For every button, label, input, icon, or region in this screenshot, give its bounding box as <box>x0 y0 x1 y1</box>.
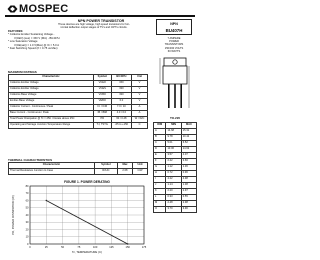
package-label: TO-220 <box>169 116 181 120</box>
description <box>40 23 148 29</box>
x-tick-label: 150 <box>125 246 130 249</box>
dimension-cell: L <box>154 195 166 201</box>
dimension-cell: F <box>154 159 166 165</box>
thermal-cell: C/W <box>132 169 147 175</box>
feature-line: V(CE(sat)) = 1.0 V(Max) @ IC = 5.0 A <box>14 43 59 47</box>
dimension-cell: 14.68 <box>166 129 181 135</box>
to220-package-drawing <box>158 56 192 114</box>
chart-title: FIGURE 1. POWER DERATING <box>64 180 110 184</box>
part-name: BU407H <box>165 27 183 33</box>
dimension-cell: D <box>154 147 166 153</box>
max-rating-cell: Emitter-Base Voltage <box>9 99 94 105</box>
dimension-cell: 0.33 <box>166 195 181 201</box>
thermal-cell: RthJC <box>94 169 117 175</box>
dimension-cell: B <box>154 135 166 141</box>
dimension-cell: J <box>154 183 166 189</box>
max-rating-cell: VCBO <box>93 93 111 99</box>
dimension-cell: 3.66 <box>181 159 196 165</box>
y-tick-label: 80 <box>25 184 29 188</box>
max-rating-cell: 330 <box>111 93 131 99</box>
description-line: These devices are high voltage, high speed transistors for hor- <box>58 23 130 26</box>
dimension-cell: 6.52 <box>181 141 196 147</box>
dimensions-table <box>153 122 197 252</box>
thermal-header-cell: Characteristic <box>9 163 95 169</box>
dimension-cell: M <box>154 201 166 207</box>
max-rating-cell: Base Current - Continuous / Peak <box>9 111 94 117</box>
max-rating-cell: W / W/C <box>132 117 148 123</box>
thermal-table <box>8 162 148 175</box>
max-rating-cell: Collector-Base Voltage <box>9 93 94 99</box>
dimension-cell: 9.78 <box>166 135 181 141</box>
dimension-cell: 1.36 <box>181 165 196 171</box>
derating-point <box>46 200 47 201</box>
thermal-heading: THERMAL CHARACTERISTICS <box>8 158 53 162</box>
max-rating-cell: Operating and Storage Junction Temperature Range <box>9 123 94 129</box>
dimension-cell: 2.42 <box>166 159 181 165</box>
max-rating-cell: Collector-Emitter Voltage <box>9 81 94 87</box>
feature-line: * Low Saturation Voltage <box>8 40 38 44</box>
max-rating-cell: VEBO <box>93 99 111 105</box>
part-type: NPN <box>170 22 178 26</box>
dimension-cell: A <box>154 129 166 135</box>
dimension-cell: O <box>154 207 166 213</box>
features-heading: FEATURES: <box>8 30 24 33</box>
max-rating-cell: 330 <box>111 87 131 93</box>
feature-line: * Fast Switching Speed (tf = 0.75 us Max) <box>8 47 58 51</box>
power-derating-chart <box>8 178 150 258</box>
y-tick-label: 50 <box>25 206 29 210</box>
max-rating-row <box>9 123 148 129</box>
max-rating-cell: A <box>132 111 148 117</box>
dimension-cell: 13.06 <box>166 147 181 153</box>
brand-name: MOSPEC <box>19 3 69 15</box>
dimension-cell: 1.14 <box>166 183 181 189</box>
part-desc-line: POWER <box>169 40 179 44</box>
max-rating-cell: V <box>132 81 148 87</box>
max-rating-cell: IC / ICM <box>93 105 111 111</box>
thermal-header-cell: Symbol <box>94 163 117 169</box>
part-desc-line: 7 AMPERE <box>167 37 181 40</box>
dimension-cell: 2.48 <box>166 201 181 207</box>
dimension-cell: 14.62 <box>181 147 196 153</box>
y-tick-label: 70 <box>25 192 29 196</box>
part-desc-line: 150/330 VOLTS <box>164 46 184 50</box>
x-tick-label: 75 <box>77 246 81 249</box>
max-rating-header-cell: Symbol <box>93 75 111 81</box>
dimension-cell: I <box>154 177 166 183</box>
max-rating-cell: Total Power Dissipation @ Tc = 25C / Derate above 25C <box>9 117 94 123</box>
x-axis-label: Tc, TEMPERATURE (C) <box>72 250 102 254</box>
dimension-cell: 1.38 <box>181 183 196 189</box>
max-rating-header-cell: Characteristic <box>9 75 94 81</box>
max-rating-cell: 60 / 0.48 <box>111 117 131 123</box>
max-rating-cell: 4.0 / 6.0 <box>111 111 131 117</box>
header-rule <box>5 15 195 17</box>
max-rating-header-cell: BU407H <box>111 75 131 81</box>
max-rating-cell: 7.0 / 10 <box>111 105 131 111</box>
max-rating-cell: VCEO <box>93 81 111 87</box>
max-rating-cell: V <box>132 99 148 105</box>
dimension-cell: 5.01 <box>166 141 181 147</box>
max-rating-header-cell: Unit <box>132 75 148 81</box>
dimension-cell: 10.42 <box>181 135 196 141</box>
part-number-box <box>156 19 192 35</box>
max-rating-cell: Collector Current - Continuous / Peak <box>9 105 94 111</box>
dimension-cell: 2.97 <box>181 189 196 195</box>
dimension-cell: 2.98 <box>181 201 196 207</box>
dimension-cell: 3.70 <box>166 207 181 213</box>
dimension-cell: E <box>154 153 166 159</box>
thermal-header-cell: Max <box>117 163 132 169</box>
dimension-cell: 4.07 <box>181 153 196 159</box>
y-tick-label: 40 <box>25 213 29 217</box>
dimension-cell: 0.55 <box>181 195 196 201</box>
max-rating-cell: 150 <box>111 81 131 87</box>
thermal-header-cell: Unit <box>132 163 147 169</box>
part-desc-line: TRANSISTORS <box>164 43 184 47</box>
maximum-ratings-table <box>8 74 148 129</box>
max-rating-cell: Collector-Emitter Voltage <box>9 87 94 93</box>
max-rating-cell: 6.0 <box>111 99 131 105</box>
features-block <box>8 30 143 50</box>
y-tick-label: 20 <box>25 228 29 232</box>
dimension-cell: C <box>154 141 166 147</box>
dimension-cell: K <box>154 189 166 195</box>
thermal-cell: 2.08 <box>117 169 132 175</box>
max-rating-cell: IB / IBM <box>93 111 111 117</box>
dimension-cell: 1.12 <box>166 165 181 171</box>
max-rating-cell: C <box>132 123 148 129</box>
x-tick-label: 100 <box>92 246 98 249</box>
x-tick-label: 0 <box>29 246 31 249</box>
y-tick-label: 0 <box>27 242 29 246</box>
max-rating-cell: PD <box>93 117 111 123</box>
y-tick-label: 10 <box>25 235 29 239</box>
y-axis-label: PD, POWER DISSIPATION (W) <box>11 195 15 235</box>
dimension-header-cell: MAX <box>181 123 196 129</box>
max-rating-cell: A <box>132 105 148 111</box>
page-title: NPN POWER TRANSISTOR <box>77 19 125 23</box>
dimension-cell: 15.31 <box>181 129 196 135</box>
max-rating-cell: V <box>132 93 148 99</box>
max-rating-cell: TJ, TSTG <box>93 123 111 129</box>
dimension-cell: 0.96 <box>181 171 196 177</box>
dimension-cell: 4.98 <box>181 177 196 183</box>
thermal-cell: Thermal Resistance Junction to Case <box>9 169 95 175</box>
dimension-row <box>154 207 197 213</box>
dimension-cell: 3.57 <box>166 153 181 159</box>
y-tick-label: 60 <box>25 199 29 203</box>
dimension-header-cell: MIN <box>166 123 181 129</box>
x-tick-label: 125 <box>109 246 114 249</box>
x-tick-label: 175 <box>141 246 147 249</box>
max-rating-cell: VCES <box>93 87 111 93</box>
feature-line: * Collector-Emitter Sustaining Voltage - <box>8 33 55 37</box>
x-tick-label: 50 <box>61 246 65 249</box>
description-line: izontal deflection output stages of TV's and CRT's circuits. <box>60 26 128 30</box>
part-description <box>152 37 196 53</box>
maximum-ratings-heading: MAXIMUM RATINGS <box>8 70 37 74</box>
dimension-cell: 2.20 <box>166 189 181 195</box>
y-tick-label: 30 <box>25 221 29 225</box>
derating-point <box>127 243 128 244</box>
dimension-cell: 0.72 <box>166 171 181 177</box>
dimension-cell: 3.90 <box>181 207 196 213</box>
feature-line: V(CEO) (sus) = 150 V (Min) - BU407H <box>14 36 60 40</box>
maximum-ratings-section <box>8 70 148 129</box>
dimension-header-cell: DIM <box>154 123 166 129</box>
thermal-section <box>8 158 148 175</box>
x-tick-label: 25 <box>44 246 48 249</box>
max-rating-cell: V <box>132 87 148 93</box>
max-rating-cell: -65 to +150 <box>111 123 131 129</box>
mospec-logo-icon <box>7 5 18 13</box>
dimension-cell: G <box>154 165 166 171</box>
dimension-cell: H <box>154 171 166 177</box>
thermal-row <box>9 169 148 175</box>
dimension-cell: 4.22 <box>166 177 181 183</box>
part-desc-line: 60 WATTS <box>167 49 181 53</box>
